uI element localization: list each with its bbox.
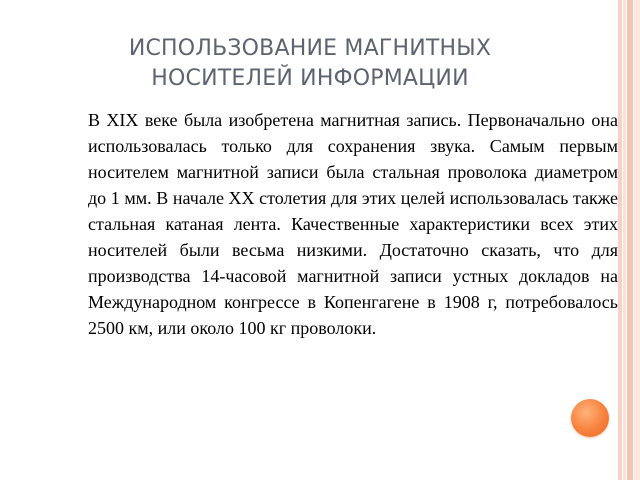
decorative-orb-icon	[571, 399, 609, 437]
slide-body-text: В XIX веке была изобретена магнитная запись. Первоначально она использовалась только для сохранения звука. Самым первым носителем магнитной записи была стальная проволока диаметром до 1 мм. В начале XX столетия для этих целей использовалась также стальная катаная лента. Качественные характеристики всех этих носителей были весьма низкими. Достаточно сказать, что для производства 14-часовой магнитной записи устных докладов на Международном конгрессе в Копенгагене в 1908 г, потребовалось 2500 км, или около 100 кг проволоки.	[88, 110, 618, 338]
decorative-stripe	[627, 0, 633, 480]
slide-title: ИСПОЛЬЗОВАНИЕ МАГНИТНЫХ НОСИТЕЛЕЙ ИНФОРМАЦИИ	[128, 36, 492, 91]
decorative-stripe	[634, 0, 640, 480]
decorative-stripe	[623, 0, 626, 480]
decorative-stripe	[618, 0, 622, 480]
